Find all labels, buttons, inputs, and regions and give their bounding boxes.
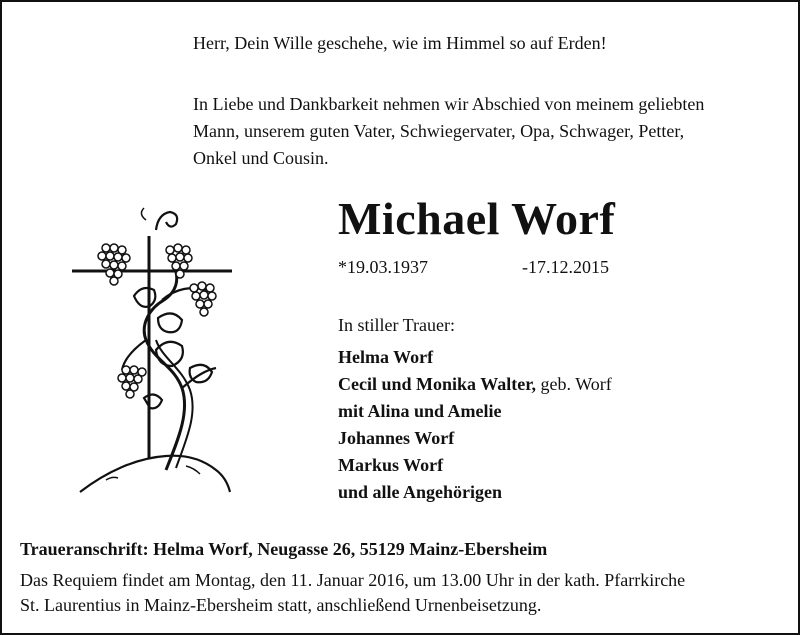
mourner-entry [338, 452, 612, 479]
grape-cluster-bottom-icon [118, 366, 146, 398]
death-date: ‐17.12.2015 [522, 257, 609, 277]
birth-date: *19.03.1937 [338, 257, 428, 277]
mourner-note: geb. Worf [536, 374, 612, 394]
requiem-line: St. Laurentius in Mainz-Ebersheim statt, anschließend Urnenbeisetzung. [20, 595, 542, 615]
mourner-entry [338, 371, 612, 398]
mourner-entry [338, 398, 612, 425]
mourning-address: Traueranschrift: Helma Worf, Neugasse 26, 55129 Mainz-Ebersheim [20, 539, 548, 559]
grape-cluster-right-icon [190, 282, 216, 316]
mourner-name: Cecil und Monika Walter, [338, 374, 537, 394]
requiem-info [20, 568, 685, 618]
mourner-name: Johannes Worf [338, 428, 455, 448]
mourner-name: und alle Angehörigen [338, 482, 503, 502]
mourner-name: Markus Worf [338, 455, 444, 475]
farewell-line: Onkel und Cousin. [193, 148, 329, 168]
farewell-text [193, 91, 783, 172]
mourning-label: In stiller Trauer: [338, 315, 455, 335]
mourner-entry [338, 344, 612, 371]
mourner-name: Helma Worf [338, 347, 434, 367]
farewell-line: In Liebe und Dankbarkeit nehmen wir Abschied von meinem geliebten [193, 94, 705, 114]
requiem-line: Das Requiem findet am Montag, den 11. Januar 2016, um 13.00 Uhr in der kath. Pfarrkirche [20, 570, 686, 590]
mourner-name: mit Alina und Amelie [338, 401, 502, 421]
mourners-list [338, 344, 612, 506]
mourner-entry [338, 425, 612, 452]
grape-cluster-left-icon [98, 244, 130, 285]
deceased-name: Michael Worf [338, 193, 616, 244]
bible-verse: Herr, Dein Wille geschehe, wie im Himmel so auf Erden! [193, 33, 607, 53]
farewell-line: Mann, unserem guten Vater, Schwiegervater, Opa, Schwager, Petter, [193, 121, 685, 141]
grape-cluster-top-icon [166, 244, 192, 278]
cross-with-grapevine-icon [66, 200, 242, 496]
mourner-entry [338, 479, 612, 506]
